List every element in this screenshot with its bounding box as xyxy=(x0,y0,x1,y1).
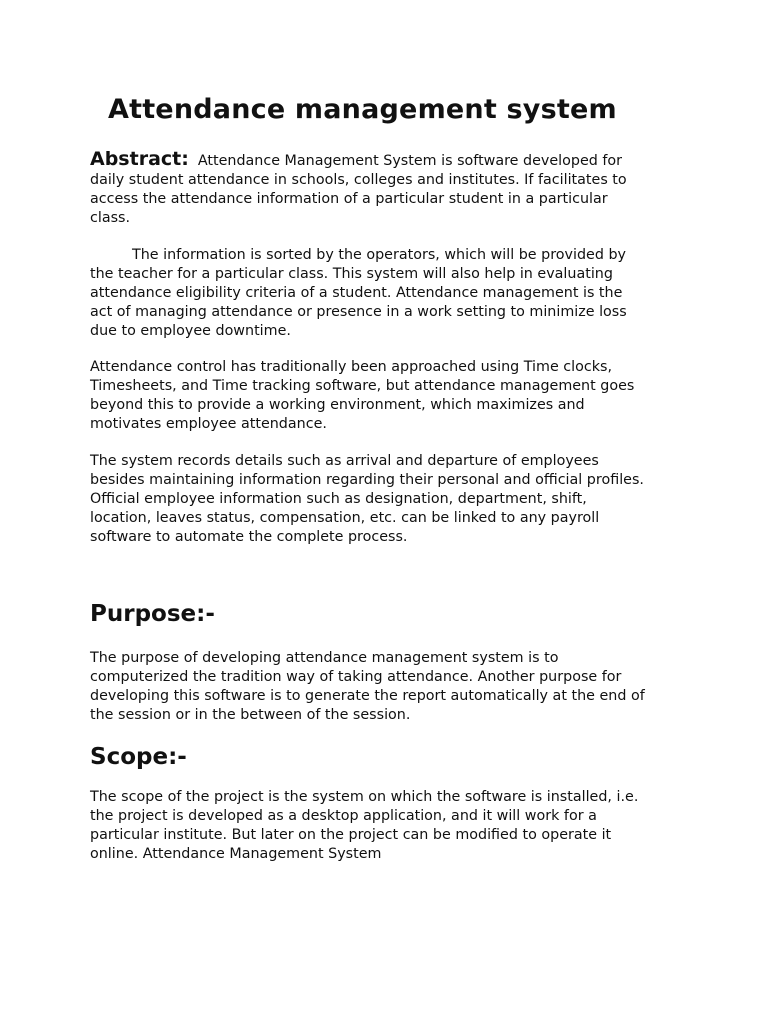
abstract-label: Abstract: xyxy=(90,148,189,170)
abstract-line: access the attendance information of a particular student in a particular xyxy=(90,191,608,207)
system-records-line: location, leaves status, compensation, etc. can be linked to any payroll xyxy=(90,510,600,526)
info-line: act of managing attendance or presence in a work setting to minimize loss xyxy=(90,304,627,320)
scope-line: the project is developed as a desktop application, and it will work for a xyxy=(90,808,597,824)
info-paragraph xyxy=(90,246,690,341)
purpose-line: The purpose of developing attendance management system is to xyxy=(90,650,559,666)
info-line: due to employee downtime. xyxy=(90,323,291,339)
purpose-line: developing this software is to generate the report automatically at the end of xyxy=(90,688,645,704)
document-title: Attendance management system xyxy=(108,94,617,125)
abstract-line: class. xyxy=(90,210,131,226)
scope-line: The scope of the project is the system on which the software is installed, i.e. xyxy=(90,789,639,805)
purpose-paragraph xyxy=(90,649,690,725)
abstract-first-line xyxy=(90,150,690,171)
info-line: the teacher for a particular class. This system will also help in evaluating xyxy=(90,266,613,282)
scope-heading: Scope:- xyxy=(90,744,187,770)
info-line: attendance eligibility criteria of a student. Attendance management is the xyxy=(90,285,623,301)
attendance-control-line: motivates employee attendance. xyxy=(90,416,327,432)
system-records-line: The system records details such as arrival and departure of employees xyxy=(90,453,599,469)
system-records-line: software to automate the complete process. xyxy=(90,529,408,545)
system-records-paragraph xyxy=(90,452,690,547)
purpose-line: computerized the tradition way of taking attendance. Another purpose for xyxy=(90,669,622,685)
attendance-control-line: beyond this to provide a working environment, which maximizes and xyxy=(90,397,585,413)
purpose-line: the session or in the between of the session. xyxy=(90,707,411,723)
scope-line: particular institute. But later on the project can be modified to operate it xyxy=(90,827,612,843)
system-records-line: besides maintaining information regarding their personal and official profiles. xyxy=(90,472,644,488)
attendance-control-line: Timesheets, and Time tracking software, but attendance management goes xyxy=(90,378,635,394)
attendance-control-line: Attendance control has traditionally been approached using Time clocks, xyxy=(90,359,613,375)
attendance-control-paragraph xyxy=(90,358,690,434)
purpose-heading: Purpose:- xyxy=(90,601,215,627)
scope-paragraph xyxy=(90,788,690,864)
abstract-paragraph xyxy=(90,150,690,228)
system-records-line: Official employee information such as designation, department, shift, xyxy=(90,491,587,507)
abstract-line: daily student attendance in schools, colleges and institutes. If facilitates to xyxy=(90,172,627,188)
abstract-line: Attendance Management System is software developed for xyxy=(197,153,623,169)
scope-line: online. Attendance Management System xyxy=(90,846,382,862)
info-line: The information is sorted by the operators, which will be provided by xyxy=(132,247,626,263)
